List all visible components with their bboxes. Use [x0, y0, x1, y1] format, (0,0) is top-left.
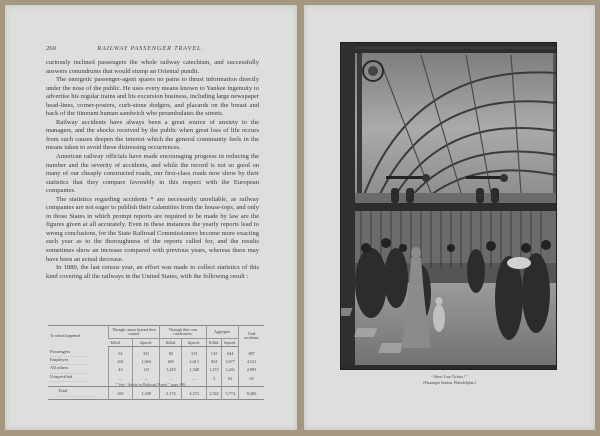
- cell: 4,274: [182, 387, 206, 400]
- cell: 1,429: [160, 366, 182, 374]
- cell: 924: [206, 358, 221, 366]
- left-page: [5, 5, 297, 430]
- cell: ....: [182, 375, 206, 387]
- column-group-aggregate: Aggregate.: [206, 326, 238, 339]
- row-label: Passengers .....: [48, 347, 108, 358]
- cell: 43: [108, 366, 132, 374]
- paragraph: In 1880, the last census year, an effort was made to collect statistics of this kind covering all the railways in the United States, with the following result :: [46, 264, 259, 280]
- subheader-killed: Killed.: [108, 339, 132, 347]
- column-group-own-carelessness: Through their own carelessness.: [160, 326, 207, 339]
- paragraph: curiously inclined passengers the whole railway catechism, and successfully answers conundrums that would stump an Oriental pundit.: [46, 59, 259, 75]
- table-row: [48, 366, 264, 374]
- cell: 4,541: [239, 358, 264, 366]
- footnote: * See “ Safety in Railroad Travel,” page 190.: [115, 383, 187, 387]
- cell: ....: [133, 375, 160, 387]
- cell: 2,542: [206, 387, 221, 400]
- row-label: Unspecified .....: [48, 375, 108, 387]
- right-page: [304, 5, 595, 430]
- cell: ....: [160, 375, 182, 387]
- cell: 313: [182, 347, 206, 358]
- table-total-row: [48, 387, 264, 400]
- cell: 687: [239, 347, 264, 358]
- cell: 5,774: [222, 387, 239, 400]
- cell: 644: [222, 347, 239, 358]
- paragraph: Railway accidents have always been a great source of anxiety to the managers, and the shocks received by the public when great loss of life occurs from such causes deepen the interest which the general community feels in the means taken to avoid these distressing occurrences.: [46, 118, 259, 152]
- row-label: All others .....: [48, 366, 108, 374]
- cell: 1,431: [222, 366, 239, 374]
- cell: 8,206: [239, 387, 264, 400]
- cell: 2,903: [239, 366, 264, 374]
- table-row: [48, 347, 264, 358]
- row-label: Total .....: [48, 387, 108, 400]
- cell: 365: [108, 387, 132, 400]
- cell: 65: [239, 375, 264, 387]
- cell: 1,472: [206, 366, 221, 374]
- paragraph: The statistics regarding accidents * are necessarily unreliable, as railway companies are not eager to publish their calamities from the house-tops, and only in those States in which prompt reports are required to be made by law are the figures given at all accurately. Even in these instances the yearly reports lead to wrong conclusions, for the State Railroad Commissioners become more exacting each year as to the thoroughness of the reports called for, and the results sometimes show an increase compared with previous years, whereas there may have been an actual decrease.: [46, 195, 259, 263]
- cell: 61: [108, 347, 132, 358]
- column-header-to-whom: To whom happened.: [50, 334, 81, 339]
- cell: 331: [133, 347, 160, 358]
- cell: 1,064: [133, 358, 160, 366]
- station-engraving-illustration: [340, 42, 557, 370]
- cell: 2,174: [160, 387, 182, 400]
- cell: 2,613: [182, 358, 206, 366]
- cell: ....: [108, 375, 132, 387]
- cell: 261: [108, 358, 132, 366]
- accident-statistics-table: [48, 325, 264, 400]
- table-row: [48, 358, 264, 366]
- body-text: [46, 45, 259, 281]
- paragraph: The energetic passenger-agent spares no pains to thrust information directly under the nose of the public. He uses every means known to Yankee ingenuity to advertise his regular trains and his excursion business, including large newspaper head-lines, corner-posters, curb-stone dodgers, and placards on the breast and back of the itinerant human sandwich who perambulates the streets.: [46, 76, 259, 118]
- cell: 82: [160, 347, 182, 358]
- paragraph: American railway officials have made encouraging progress in reducing the number and the severity of accidents, and while the record is not so good on many of our cheaply constructed roads, our first-class roads now show by their statistics that they compare favorably in this respect with the European companies.: [46, 153, 259, 195]
- cell: 115: [133, 366, 160, 374]
- row-label: Employes .....: [48, 358, 108, 366]
- subheader-injured: Injured.: [222, 339, 239, 347]
- running-head: RAILWAY PASSENGER TRAVEL.: [97, 45, 204, 52]
- subheader-injured: Injured.: [133, 339, 160, 347]
- cell: 665: [160, 358, 182, 366]
- page-header: [46, 45, 259, 59]
- cell: 3,677: [222, 358, 239, 366]
- cell: 62: [222, 375, 239, 387]
- page-number: 260: [46, 45, 56, 52]
- engraving-image: [341, 43, 556, 369]
- illustration-caption-subtitle: (Passenger Station, Philadelphia.): [423, 380, 476, 385]
- cell: 1,348: [182, 366, 206, 374]
- subheader-killed: Killed.: [160, 339, 182, 347]
- cell: 1,438: [133, 387, 160, 400]
- cell: 143: [206, 347, 221, 358]
- subheader-killed: Killed.: [206, 339, 221, 347]
- column-header-total-accidents: Total accidents.: [239, 326, 264, 347]
- illustration-caption-title: “ Show Your Tickets ! ”: [430, 375, 469, 379]
- cell: 3: [206, 375, 221, 387]
- subheader-injured: Injured.: [182, 339, 206, 347]
- column-group-beyond-control: Through causes beyond their control.: [108, 326, 159, 339]
